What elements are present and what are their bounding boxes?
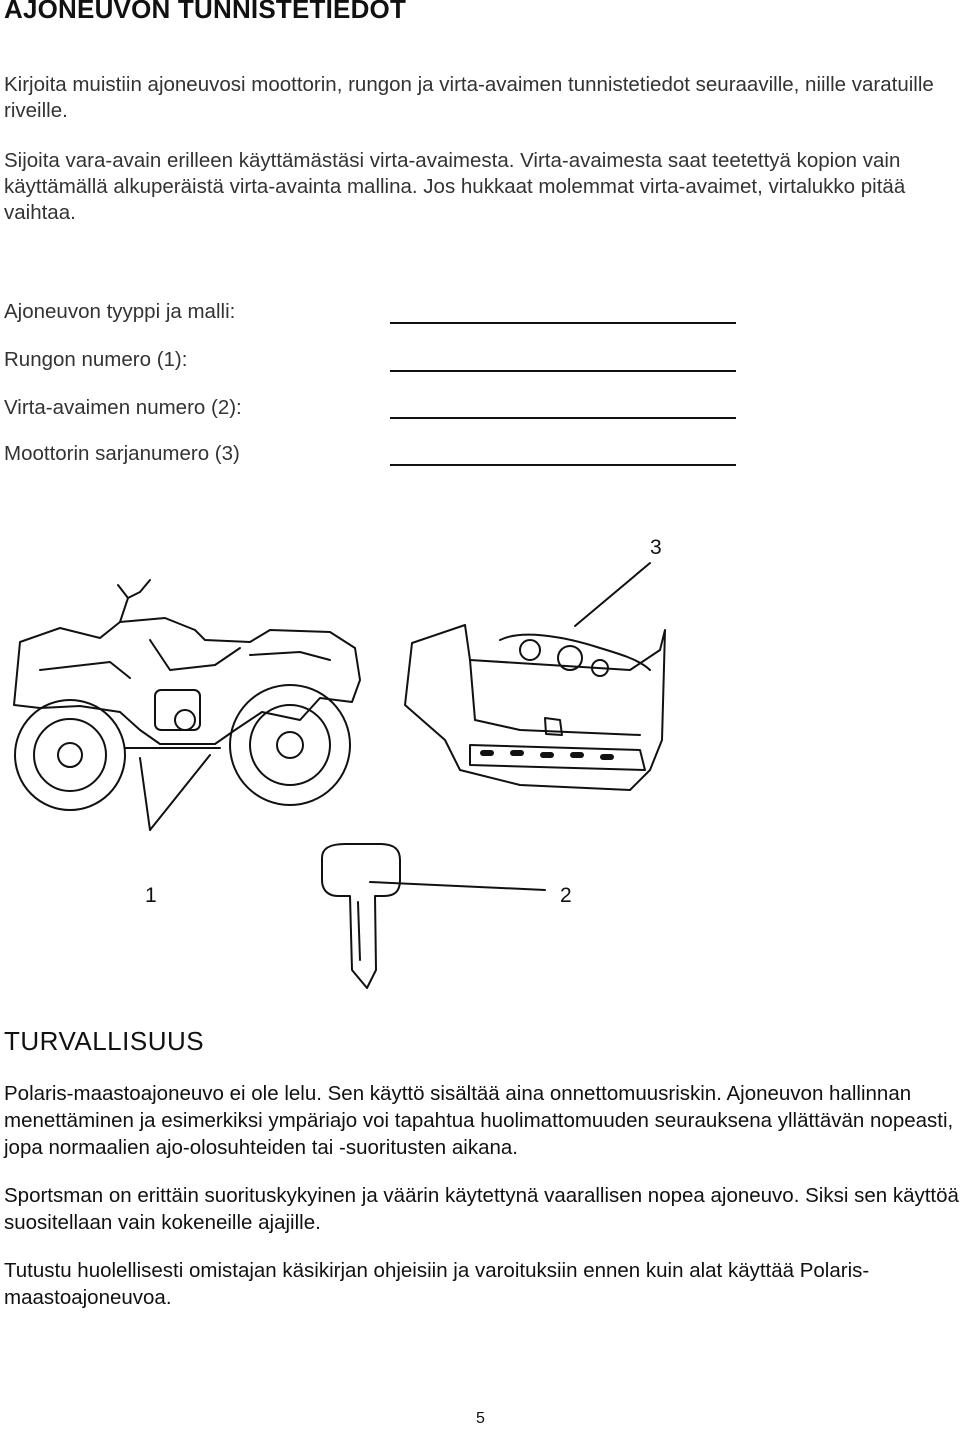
frame-number-label: Rungon numero (1): (4, 348, 188, 371)
atv-illustration (14, 580, 360, 810)
callout-3-leader (575, 563, 650, 626)
callout-2-label: 2 (560, 884, 572, 907)
key-number-blank (390, 417, 736, 419)
safety-paragraph-3: Tutustu huolellisesti omistajan käsikirjan ohjeisiin ja varoituksiin ennen kuin alat käyttää Polaris-maastoajoneuvoa. (4, 1259, 870, 1309)
spare-key-paragraph: Sijoita vara-avain erilleen käyttämästäsi virta-avaimesta. Virta-avaimesta saat teetettyä kopion vain käyttämällä alkuperäistä virta-avainta mallina. Jos hukkaat molemmat virta-avaimet, virtalukko pitää vaihtaa. (4, 149, 906, 224)
identification-figure (0, 530, 960, 1000)
callout-1-label: 1 (145, 884, 157, 907)
vehicle-model-label: Ajoneuvon tyyppi ja malli: (4, 300, 236, 323)
key-illustration (322, 844, 400, 988)
frame-number-blank (390, 370, 736, 372)
safety-paragraph-1: Polaris-maastoajoneuvo ei ole lelu. Sen käyttö sisältää aina onnettomuusriskin. Ajoneuvon hallinnan menettäminen ja esimerkiksi ympäriajo voi tapahtua huolimattomuuden seurauksena yllättävän nopeasti, jopa normaalien ajo-olosuhteiden tai -suoritusten aikana. (4, 1082, 954, 1159)
callout-1-leader-a (140, 758, 150, 830)
safety-paragraph-2: Sportsman on erittäin suorituskykyinen ja väärin käytettynä vaarallisen nopea ajoneuvo. Siksi sen käyttöä suositellaan vain kokeneille ajajille. (4, 1184, 959, 1234)
engine-bay-illustration (405, 625, 665, 790)
page-title: AJONEUVON TUNNISTETIEDOT (4, 0, 407, 24)
figure-illustration (0, 530, 960, 1000)
intro-paragraph: Kirjoita muistiin ajoneuvosi moottorin, rungon ja virta-avaimen tunnistetiedot seuraaville, niille varatuille riveille. (4, 73, 934, 122)
safety-heading: TURVALLISUUS (4, 1026, 205, 1056)
callout-2-leader (370, 882, 545, 890)
page-number: 5 (476, 1410, 485, 1427)
key-number-label: Virta-avaimen numero (2): (4, 396, 242, 419)
vehicle-model-blank (390, 322, 736, 324)
callout-3-label: 3 (650, 536, 662, 559)
engine-serial-blank (390, 464, 736, 466)
callout-1-leader-b (150, 755, 210, 830)
engine-serial-label: Moottorin sarjanumero (3) (4, 442, 240, 465)
